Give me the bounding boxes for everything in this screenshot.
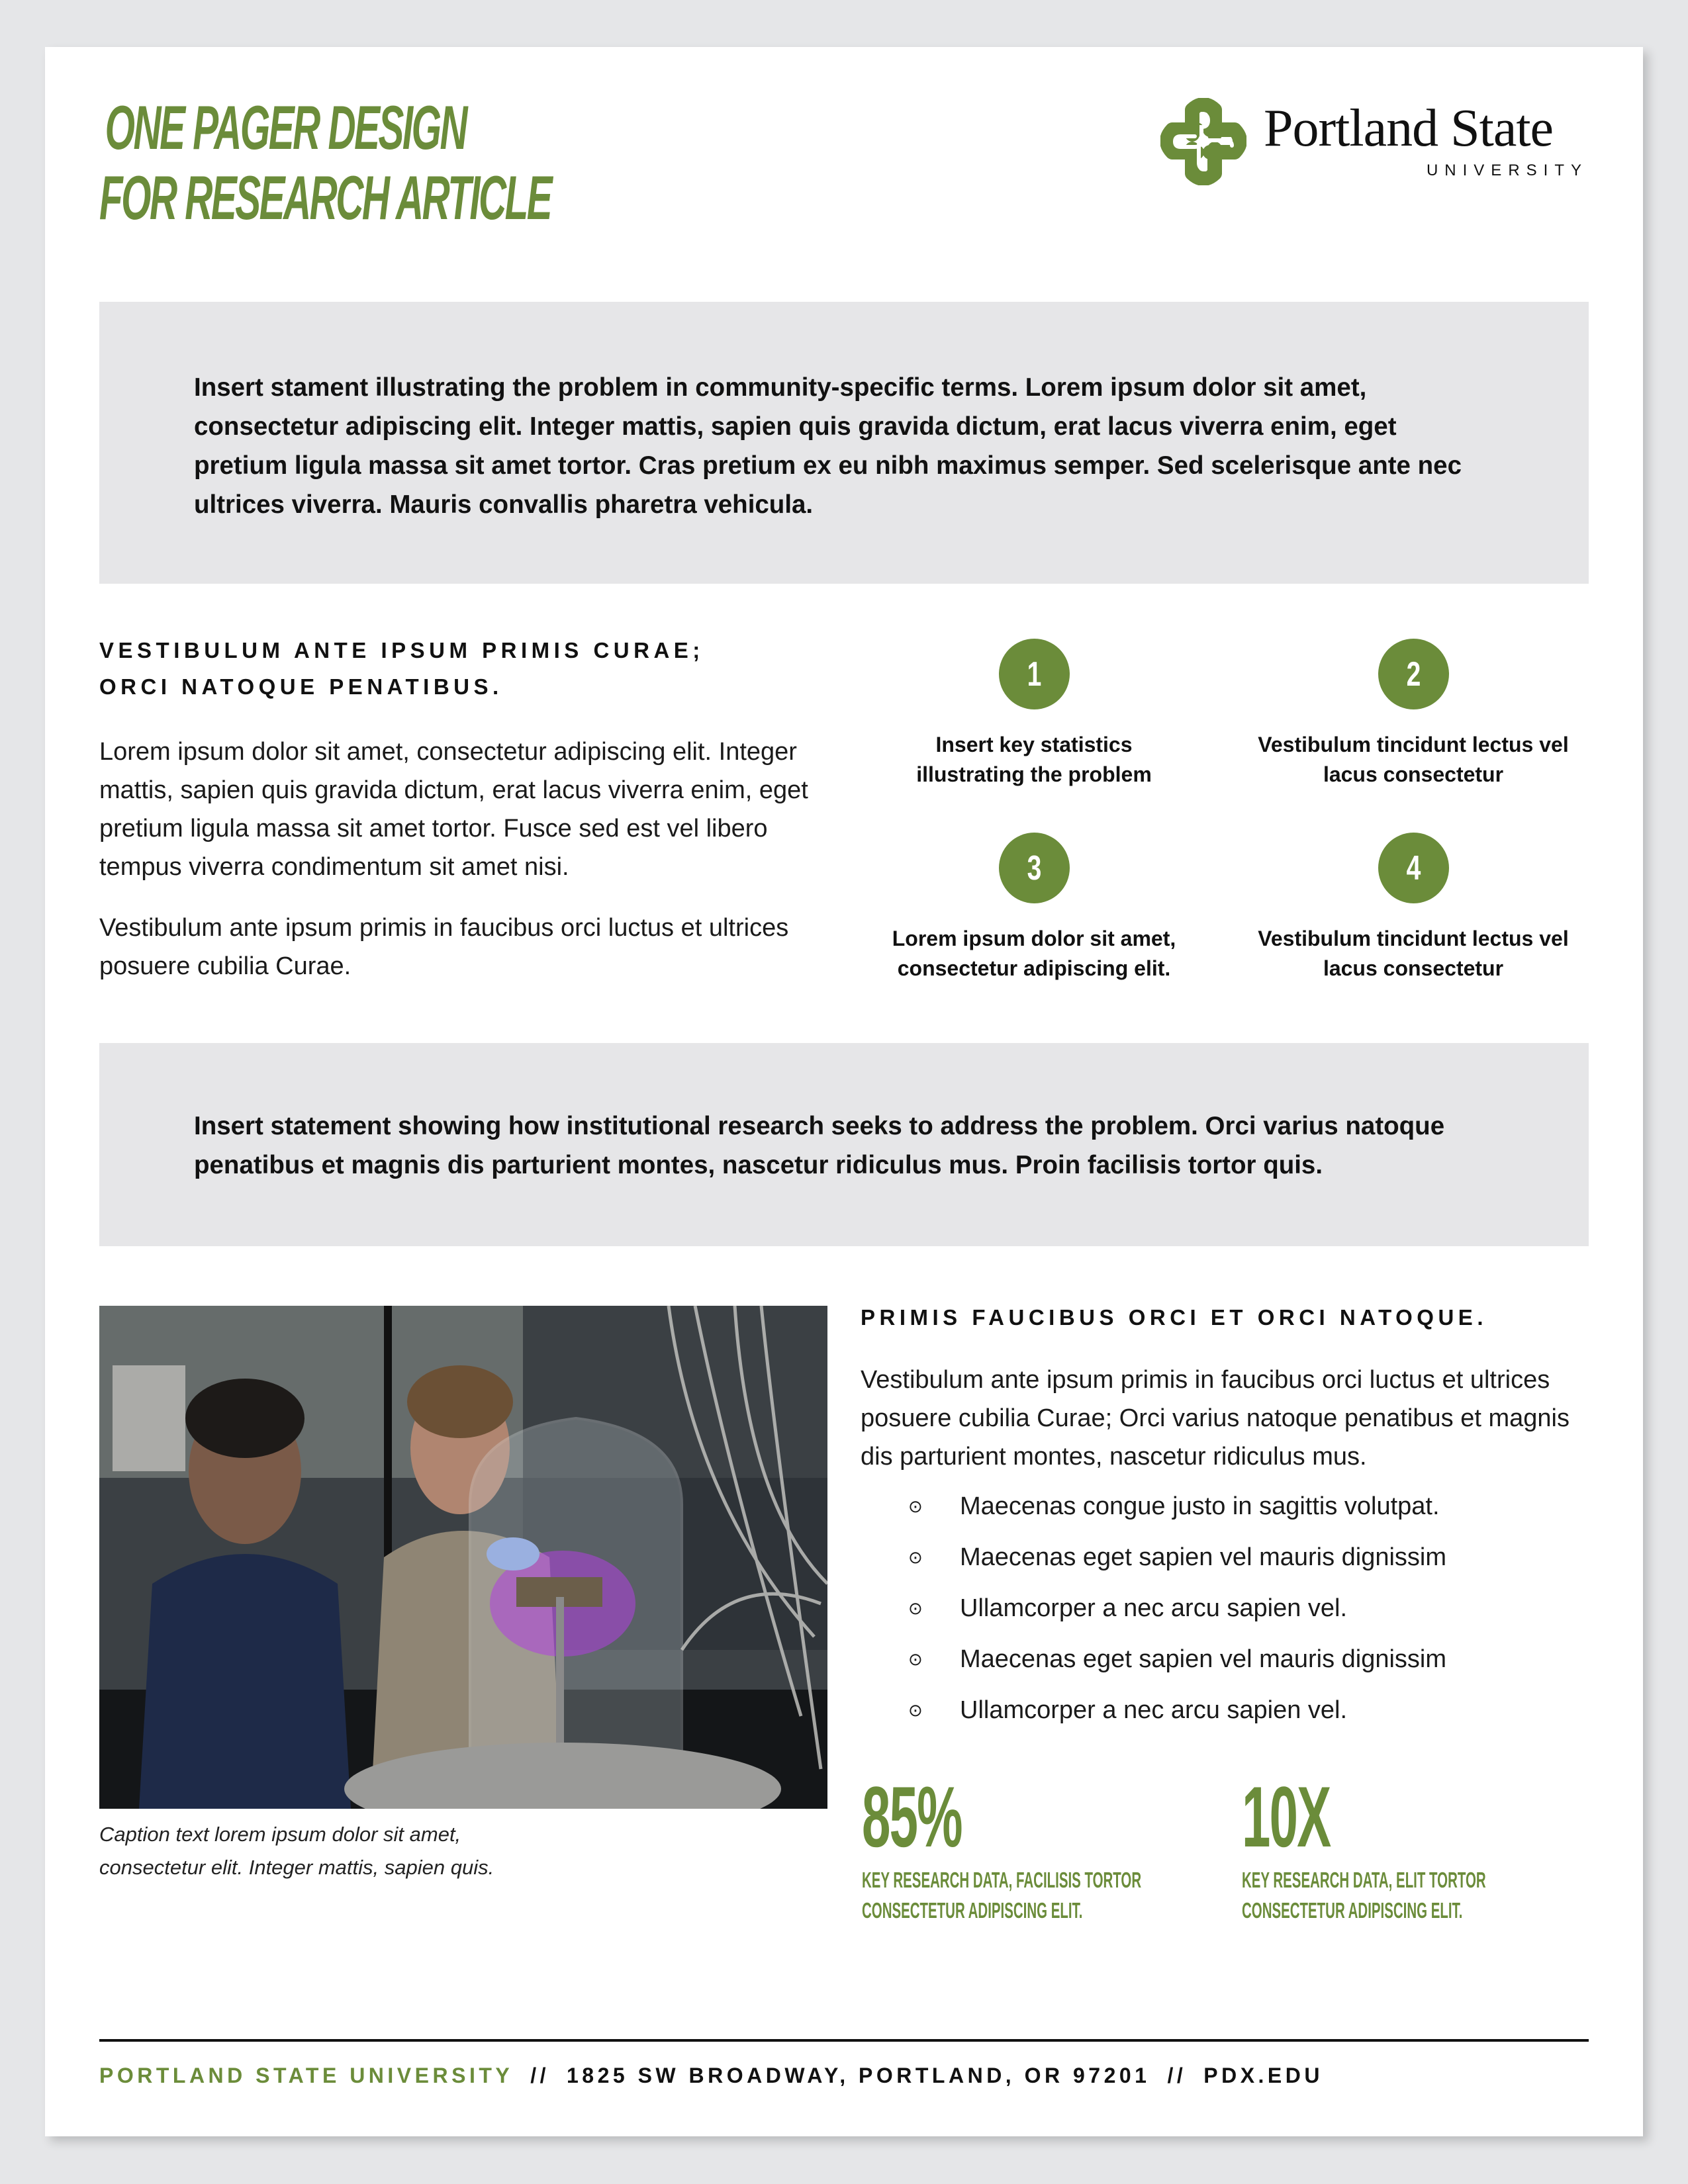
kpi-2: [1242, 1768, 1613, 1926]
caption-line-1: Caption text lorem ipsum dolor sit amet,: [99, 1823, 461, 1846]
problem-statement-text: Insert stament illustrating the problem in community-specific terms. Lorem ipsum dolor sit amet, consectetur adipiscing elit. Integer mattis, sapien quis gravida dictum, erat lacus viverra enim, eget pretium ligula massa sit amet tortor. Cras pretium ex eu nibh maximus semper. Sed scelerisque ante nec ultrices viverra. Mauris convallis pharetra vehicula.: [194, 373, 1462, 519]
list-item: [861, 1634, 1589, 1685]
circled-dot-bullet-icon: ⊙: [908, 1598, 923, 1618]
solution-statement-text: Insert statement showing how institutional research seeks to address the problem. Orci varius natoque penatibus et magnis dis parturient montes, nascetur ridiculus mus. Proin facilisis tortor quis.: [194, 1112, 1445, 1179]
key-stat-4: [1235, 833, 1592, 983]
lab-scene-illustration: [99, 1306, 827, 1809]
number-badge: [1378, 639, 1449, 709]
kpi-1: [862, 1768, 1233, 1926]
details-section: [861, 1299, 1589, 1736]
list-item-text: Maecenas eget sapien vel mauris dignissim: [960, 1543, 1447, 1571]
intro-paragraph-2: Vestibulum ante ipsum primis in faucibus orci luctus et ultrices posuere cubilia Curae.: [99, 914, 789, 980]
logo-wordmark: Portland State: [1264, 99, 1554, 158]
list-item-text: Ullamcorper a nec arcu sapien vel.: [960, 1594, 1348, 1622]
kpi-value: 85%: [862, 1768, 962, 1865]
key-stat-2: [1235, 639, 1592, 790]
circled-dot-bullet-icon: ⊙: [908, 1649, 923, 1669]
title-line-2: FOR RESEARCH ARTICLE: [99, 163, 551, 232]
intro-section: [99, 632, 834, 985]
intro-heading: [99, 632, 834, 705]
label-line-2: lacus consectetur: [1323, 956, 1504, 980]
key-stat-label: [855, 924, 1213, 983]
list-item-text: Maecenas congue justo in sagittis volutpat.: [960, 1492, 1440, 1520]
details-bullet-list: [861, 1481, 1589, 1736]
kpi-label-line-2: CONSECTETUR ADIPISCING ELIT.: [862, 1898, 1083, 1923]
circled-dot-bullet-icon: ⊙: [908, 1496, 923, 1516]
details-heading: PRIMIS FAUCIBUS ORCI ET ORCI NATOQUE.: [861, 1305, 1487, 1330]
research-photo: [99, 1306, 827, 1809]
number-badge: [999, 639, 1070, 709]
key-stat-label: [855, 730, 1213, 790]
list-item: [861, 1583, 1589, 1634]
badge-number: 4: [1406, 848, 1421, 887]
intro-heading-line-1: VESTIBULUM ANTE IPSUM PRIMIS CURAE;: [99, 638, 704, 662]
intro-heading-line-2: ORCI NATOQUE PENATIBUS.: [99, 674, 503, 699]
footer-separator: //: [530, 2064, 549, 2087]
photo-caption: [99, 1818, 827, 1884]
solution-statement-box: [99, 1043, 1589, 1246]
psu-knot-cross-icon: [1160, 98, 1246, 185]
list-item: [861, 1532, 1589, 1583]
page-title: [99, 93, 551, 233]
footer-website-link[interactable]: PDX.EDU: [1203, 2064, 1323, 2087]
badge-number: 2: [1406, 655, 1421, 694]
kpi-label: [862, 1865, 1231, 1926]
kpi-label: [1242, 1865, 1611, 1926]
list-item-text: Maecenas eget sapien vel mauris dignissim: [960, 1645, 1447, 1673]
number-badge: [999, 833, 1070, 903]
circled-dot-bullet-icon: ⊙: [908, 1547, 923, 1567]
footer: [99, 2064, 1323, 2088]
key-stat-label: [1235, 730, 1592, 790]
key-stat-3: [855, 833, 1213, 983]
intro-paragraph-1: Lorem ipsum dolor sit amet, consectetur adipiscing elit. Integer mattis, sapien quis gravida dictum, erat lacus viverra enim, eget pretium ligula massa sit amet tortor. Fusce sed est vel libero tempus viverra condimentum sit amet nisi.: [99, 738, 808, 881]
label-line-1: Insert key statistics: [935, 733, 1133, 756]
label-line-1: Vestibulum tincidunt lectus vel: [1258, 927, 1569, 950]
footer-divider: [99, 2039, 1589, 2042]
list-item: [861, 1685, 1589, 1736]
badge-number: 1: [1027, 655, 1041, 694]
footer-org: PORTLAND STATE UNIVERSITY: [99, 2064, 514, 2087]
university-logo: [1160, 98, 1591, 185]
kpi-label-line-1: KEY RESEARCH DATA, ELIT TORTOR: [1242, 1868, 1486, 1892]
label-line-2: lacus consectetur: [1323, 762, 1504, 786]
footer-address: 1825 SW BROADWAY, PORTLAND, OR 97201: [567, 2064, 1150, 2087]
badge-number: 3: [1027, 848, 1041, 887]
label-line-2: illustrating the problem: [916, 762, 1152, 786]
number-badge: [1378, 833, 1449, 903]
kpi-label-line-1: KEY RESEARCH DATA, FACILISIS TORTOR: [862, 1868, 1142, 1892]
label-line-1: Lorem ipsum dolor sit amet,: [892, 927, 1176, 950]
title-line-1: ONE PAGER DESIGN: [105, 93, 467, 162]
kpi-label-line-2: CONSECTETUR ADIPISCING ELIT.: [1242, 1898, 1463, 1923]
key-stat-label: [1235, 924, 1592, 983]
problem-statement-box: [99, 302, 1589, 584]
circled-dot-bullet-icon: ⊙: [908, 1700, 923, 1720]
logo-subtitle: UNIVERSITY: [1426, 161, 1588, 179]
list-item-text: Ullamcorper a nec arcu sapien vel.: [960, 1696, 1348, 1724]
label-line-1: Vestibulum tincidunt lectus vel: [1258, 733, 1569, 756]
details-paragraph: Vestibulum ante ipsum primis in faucibus orci luctus et ultrices posuere cubilia Curae; Orci varius natoque penatibus et magnis dis parturient montes, nascetur ridiculus mus.: [861, 1366, 1570, 1471]
list-item: [861, 1481, 1589, 1532]
label-line-2: consectetur adipiscing elit.: [897, 956, 1171, 980]
caption-line-2: consectetur elit. Integer mattis, sapien quis.: [99, 1856, 494, 1879]
kpi-value: 10X: [1242, 1768, 1331, 1865]
key-stat-1: [855, 639, 1213, 790]
footer-separator: //: [1167, 2064, 1187, 2087]
